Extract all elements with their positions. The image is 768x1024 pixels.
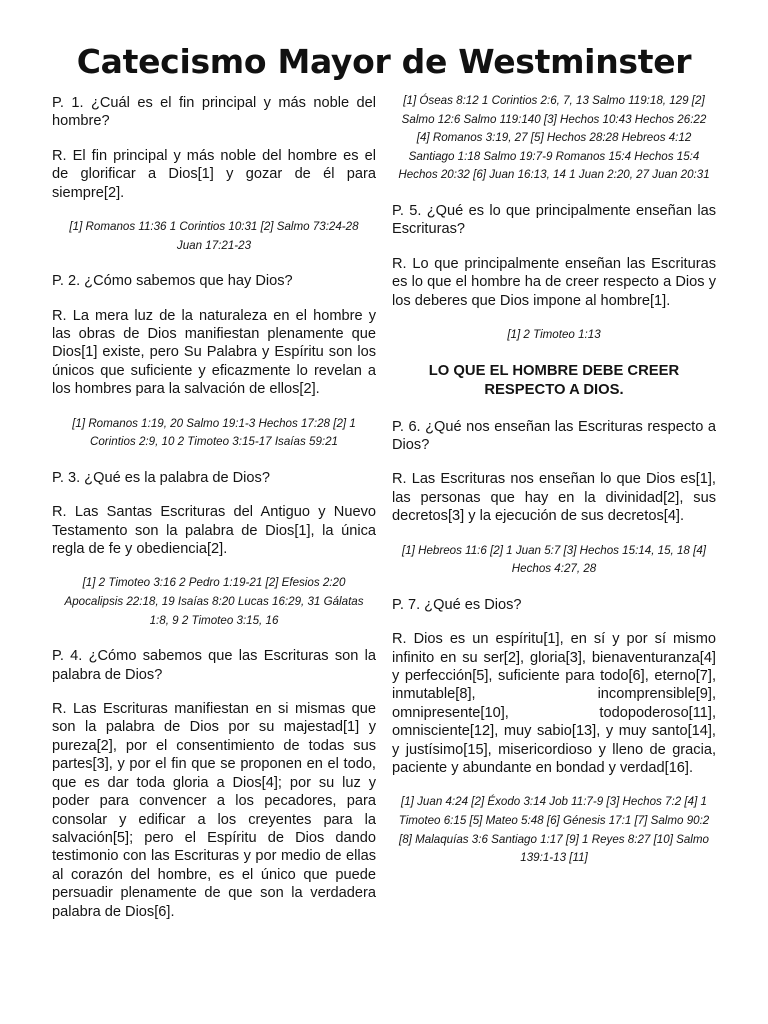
footnote-4: [1] Óseas 8:12 1 Corintios 2:6, 7, 13 Salmo 119:18, 129 [2] Salmo 12:6 Salmo 119:140 [3] Hechos 10:43 Hechos 26:22 [4] Romanos 3:19, 27 [5] Hechos 28:28 Hebreos 4:12 Santiago 1:18 Salmo 19:7-9 Romanos 15:4 Hechos 15:4 Hechos 20:32 [6] Juan 16:13, 14 1 Juan 2:20, 27 Juan 20:31 bbox=[398, 94, 710, 182]
question-5: P. 5. ¿Qué es lo que principalmente enseñan las Escrituras? bbox=[392, 202, 716, 238]
question-2: P. 2. ¿Cómo sabemos que hay Dios? bbox=[52, 273, 293, 290]
footnote-6: [1] Hebreos 11:6 [2] 1 Juan 5:7 [3] Hechos 15:14, 15, 18 [4] Hechos 4:27, 28 bbox=[401, 543, 706, 576]
footnote-1: [1] Romanos 11:36 1 Corintios 10:31 [2] Salmo 73:24-28 Juan 17:21-23 bbox=[69, 220, 359, 252]
footnote-2: [1] Romanos 1:19, 20 Salmo 19:1-3 Hechos 17:28 [2] 1 Corintios 2:9, 10 2 Timoteo 3:15-17 Isaías 59:21 bbox=[72, 416, 356, 449]
question-6: P. 6. ¿Qué nos enseñan las Escrituras respecto a Dios? bbox=[392, 418, 716, 453]
answer-6: R. Las Escrituras nos enseñan lo que Dios es[1], las personas que hay en la divinidad[2], sus decretos[3] y la ejecución de sus decretos[4]. bbox=[392, 471, 716, 525]
question-1: P. 1. ¿Cuál es el fin principal y más noble del hombre? bbox=[52, 95, 376, 130]
answer-7: R. Dios es un espíritu[1], en sí y por sí mismo infinito en su ser[2], gloria[3], bienaventuranza[4] y perfección[5], suficiente para todo[6], eterno[7], inmutable[8], incomprensible[9], omnipresente[10], todopoderoso[11], omnisciente[12], muy sabio[13], y muy santo[14], y justísimo[15], misericordioso y lleno de gracia, paciente y abundante en bondad y verdad[16]. bbox=[392, 631, 716, 777]
footnote-7: [1] Juan 4:24 [2] Éxodo 3:14 Job 11:7-9 [3] Hechos 7:2 [4] 1 Timoteo 6:15 [5] Mateo 5:48 [6] Génesis 17:1 [7] Salmo 90:2 [8] Malaquías 3:6 Santiago 1:17 [9] 1 Reyes 8:27 [10] Salmo 139:1-13 [11] bbox=[398, 795, 710, 865]
question-7: P. 7. ¿Qué es Dios? bbox=[392, 596, 522, 613]
document-title: Catecismo Mayor de Westminster bbox=[76, 42, 692, 81]
question-4: P. 4. ¿Cómo sabemos que las Escrituras son la palabra de Dios? bbox=[52, 648, 376, 683]
answer-1: R. El fin principal y más noble del hombre es el de glorificar a Dios[1] y gozar de él para siempre[2]. bbox=[52, 147, 376, 201]
answer-3: R. Las Santas Escrituras del Antiguo y Nuevo Testamento son la palabra de Dios[1], la única regla de fe y obediencia[2]. bbox=[52, 504, 376, 558]
footnote-5: [1] 2 Timoteo 1:13 bbox=[507, 328, 601, 341]
columns bbox=[52, 90, 716, 937]
answer-2: R. La mera luz de la naturaleza en el hombre y las obras de Dios manifiestan plenamente que Dios[1] existe, pero Su Palabra y Espíritu son los únicos que suficiente y eficazmente lo revelan a los hombres para la salvación de ellos[2]. bbox=[52, 307, 376, 398]
question-3: P. 3. ¿Qué es la palabra de Dios? bbox=[52, 469, 270, 486]
right-column bbox=[392, 90, 716, 937]
answer-4: R. Las Escrituras manifiestan en si mismas que son la palabra de Dios por su majestad[1] y pureza[2], por el consentimiento de todas sus partes[3], y por el fin que se proponen en el todo, que es dar toda gloria a Dios[4]; por su luz y poder para convencer a los pecadores, para consolar y edificar a los creyentes para la salvación[5]; pero el Espíritu de Dios dando testimonio con las Escrituras y por medio de ellas al corazón del hombre, es el único que puede persuadir plenamente de que son la verdadera palabra de Dios[6]. bbox=[52, 701, 376, 920]
answer-5: R. Lo que principalmente enseñan las Escrituras es lo que el hombre ha de creer respecto a Dios y los deberes que Dios impone al hombre[1]. bbox=[392, 255, 716, 309]
left-column bbox=[52, 90, 376, 937]
footnote-3: [1] 2 Timoteo 3:16 2 Pedro 1:19-21 [2] Efesios 2:20 Apocalipsis 22:18, 19 Isaías 8:20 Lucas 16:29, 31 Gálatas 1:8, 9 2 Timoteo 3:15, 16 bbox=[64, 576, 364, 627]
section-heading: LO QUE EL HOMBRE DEBE CREER RESPECTO A DIOS. bbox=[428, 362, 680, 398]
